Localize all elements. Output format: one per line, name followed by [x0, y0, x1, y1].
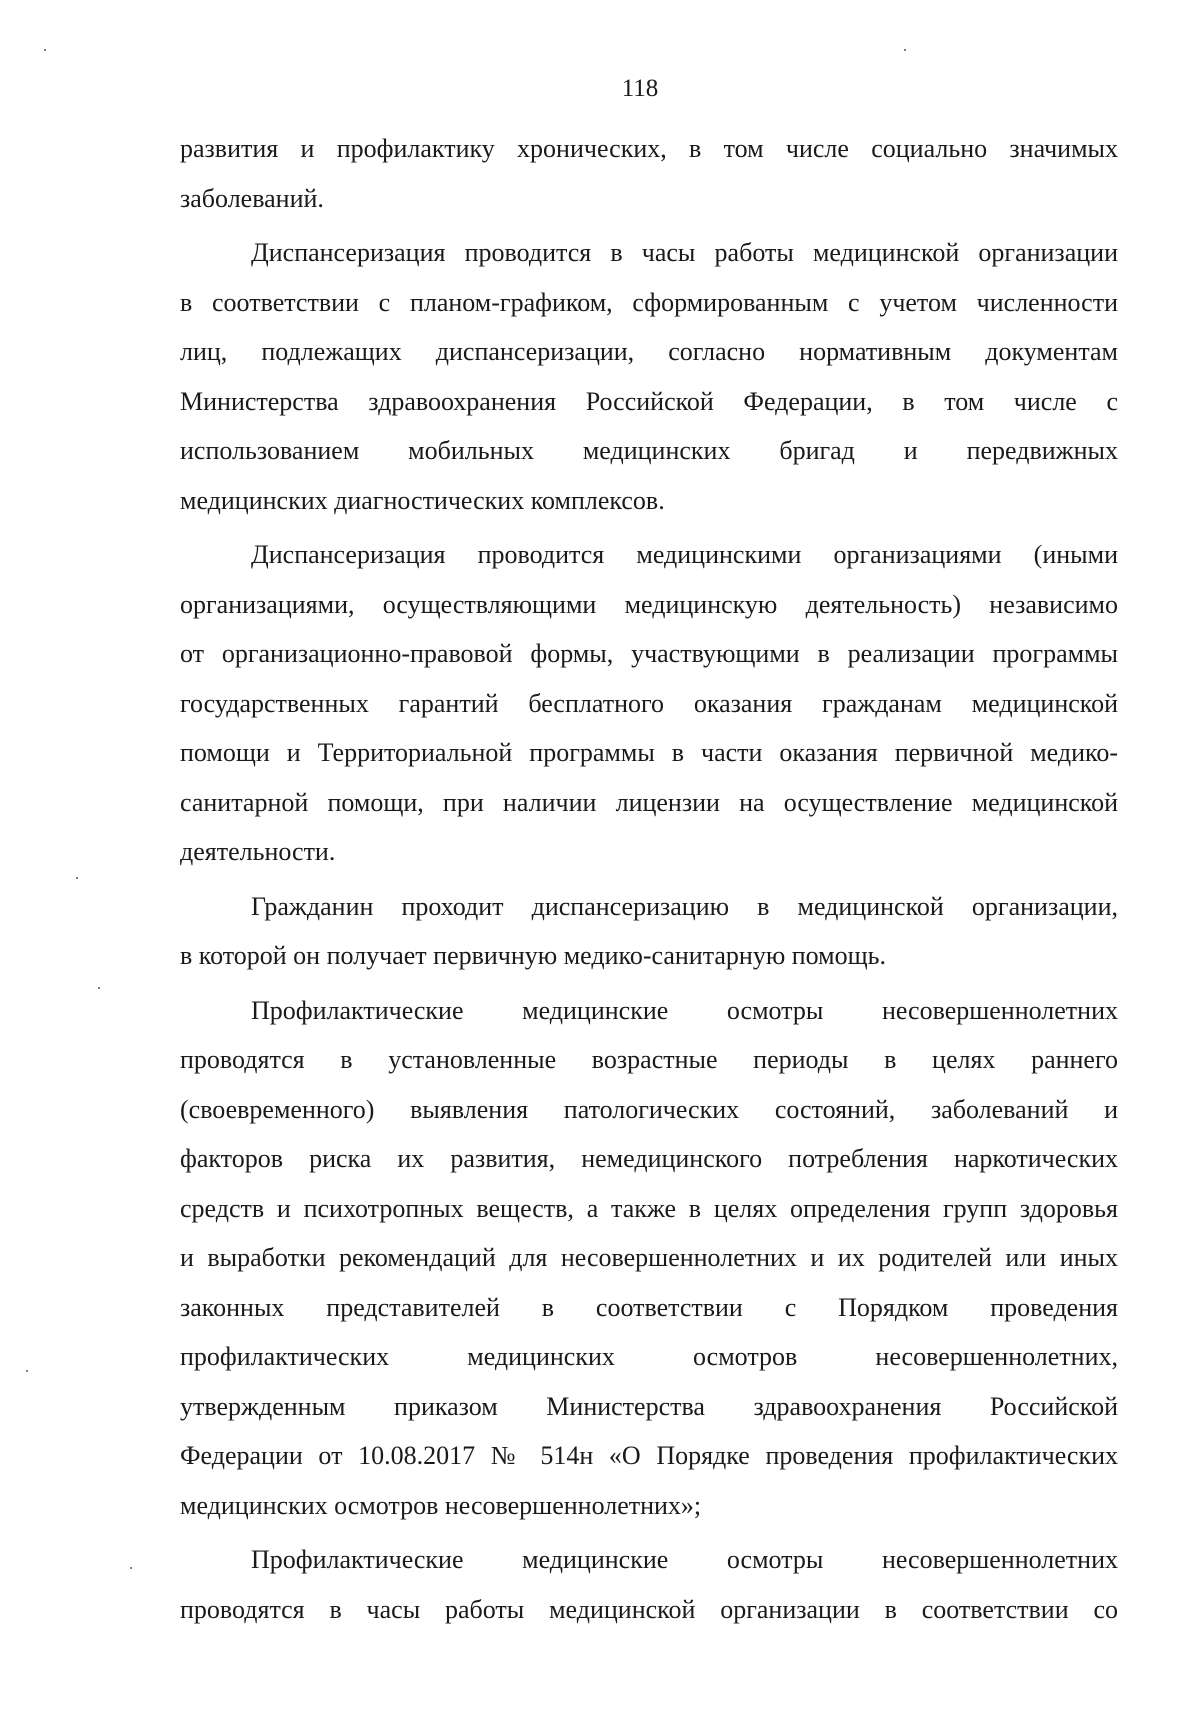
text-line: заболеваний. [180, 183, 324, 213]
text-line: использованием мобильных медицинских бригад и передвижных [180, 436, 1118, 465]
text-line: Профилактические медицинские осмотры несовершеннолетних [251, 1545, 1118, 1574]
scan-speck [44, 49, 46, 51]
paragraph [180, 124, 1118, 223]
text-line: санитарной помощи, при наличии лицензии на осуществление медицинской [180, 787, 1118, 817]
text-line: Профилактические медицинские осмотры несовершеннолетних [251, 995, 1118, 1025]
text-line: лиц, подлежащих диспансеризации, согласно нормативным документам [180, 337, 1118, 366]
text-line: медицинских осмотров несовершеннолетних»; [180, 1490, 702, 1520]
text-line: Диспансеризация проводится медицинскими организациями (иными [251, 540, 1118, 569]
text-line: профилактических медицинских осмотров несовершеннолетних, [180, 1342, 1118, 1371]
page-number: 118 [621, 75, 659, 102]
paragraph [180, 530, 1118, 877]
text-line: в которой он получает первичную медико-санитарную помощь. [180, 941, 887, 970]
text-line: организациями, осуществляющими медицинскую деятельность) независимо [180, 589, 1118, 619]
scan-speck [98, 987, 100, 989]
text-line: законных представителей в соответствии с Порядком проведения [180, 1292, 1118, 1322]
text-line: Федерации от 10.08.2017 № 514н «О Порядке проведения профилактических [180, 1441, 1118, 1470]
text-line: Диспансеризация проводится в часы работы медицинской организации [251, 238, 1118, 267]
text-line: средств и психотропных веществ, а также в целях определения групп здоровья [180, 1193, 1118, 1223]
text-line: развития и профилактику хронических, в том числе социально значимых [180, 134, 1118, 163]
text-line: Министерства здравоохранения Российской Федерации, в том числе с [180, 386, 1118, 416]
text-line: в соответствии с планом-графиком, сформированным с учетом численности [180, 287, 1118, 317]
text-line: (своевременного) выявления патологических состояний, заболеваний и [180, 1094, 1118, 1124]
text-line: от организационно-правовой формы, участвующими в реализации программы [180, 639, 1118, 668]
paragraph [180, 882, 1118, 981]
text-line: проводятся в часы работы медицинской организации в соответствии со [180, 1594, 1118, 1624]
text-line: проводятся в установленные возрастные периоды в целях раннего [180, 1045, 1118, 1074]
body-text [180, 124, 1118, 1639]
text-line: и выработки рекомендаций для несовершеннолетних и их родителей или иных [180, 1243, 1118, 1272]
text-line: деятельности. [180, 837, 336, 866]
text-line: Гражданин проходит диспансеризацию в медицинской организации, [251, 891, 1118, 921]
text-line: медицинских диагностических комплексов. [180, 485, 665, 515]
paragraph [180, 1535, 1118, 1634]
paragraph [180, 228, 1118, 525]
paragraph [180, 986, 1118, 1531]
scan-speck [130, 1567, 132, 1569]
scan-speck [76, 877, 78, 879]
text-line: помощи и Территориальной программы в части оказания первичной медико- [180, 738, 1118, 767]
text-line: утвержденным приказом Министерства здравоохранения Российской [180, 1391, 1118, 1421]
scan-speck [904, 49, 906, 51]
scan-speck [26, 1370, 28, 1372]
text-line: государственных гарантий бесплатного оказания гражданам медицинской [180, 688, 1118, 718]
text-line: факторов риска их развития, немедицинского потребления наркотических [180, 1144, 1118, 1173]
